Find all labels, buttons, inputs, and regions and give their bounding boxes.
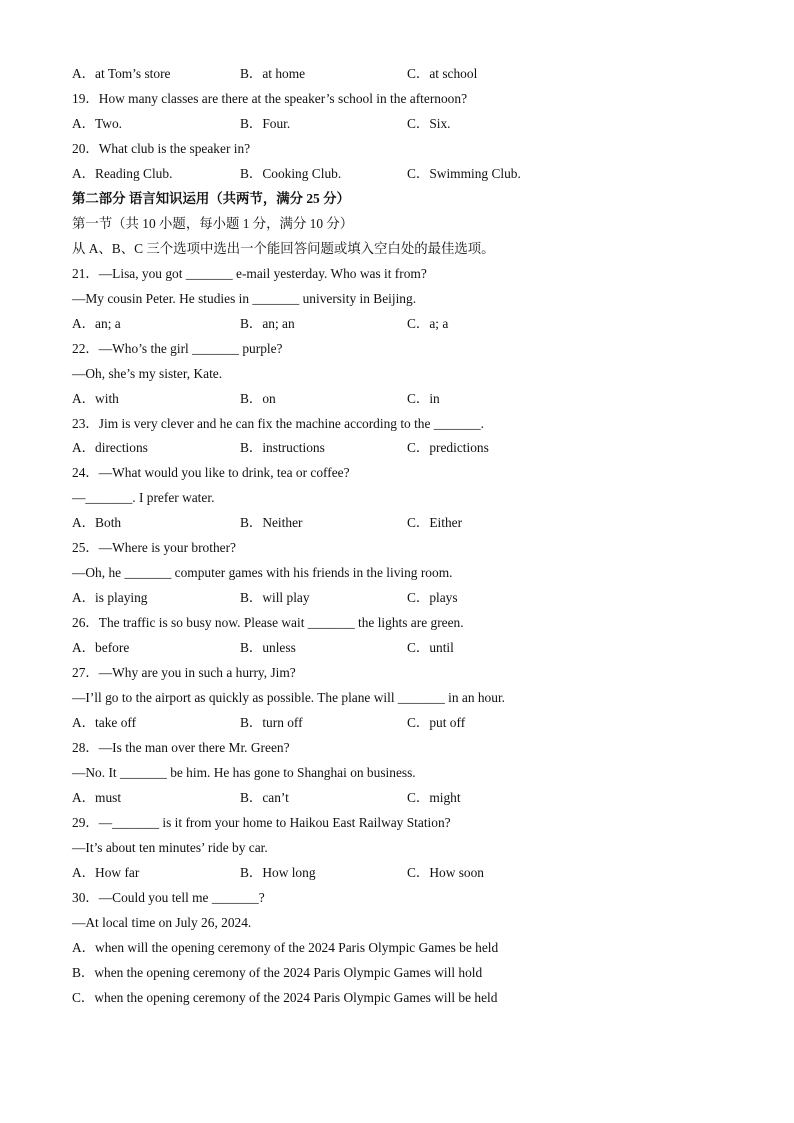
option-a: A．is playing <box>72 590 148 605</box>
option-a: A．with <box>72 391 119 406</box>
option-a: A．must <box>72 790 122 805</box>
option-a: A．Reading Club. <box>72 166 173 181</box>
option-c: C．How soon <box>407 865 485 880</box>
q21-options <box>72 311 772 336</box>
q28-dialogue-reply: —No. It _______ be him. He has gone to Shanghai on business. <box>72 765 416 780</box>
option-b: B．How long <box>240 865 316 880</box>
q24-stem: 24．—What would you like to drink, tea or coffee? <box>72 465 350 480</box>
q22-stem: 22．—Who’s the girl _______ purple? <box>72 341 283 356</box>
q20-options <box>72 161 772 186</box>
option-a: A．Two. <box>72 116 123 131</box>
q29-options <box>72 860 772 885</box>
option-b: B．unless <box>240 640 296 655</box>
q26-stem: 26．The traffic is so busy now. Please wait _______ the lights are green. <box>72 615 464 630</box>
q19-stem: 19．How many classes are there at the speaker’s school in the afternoon? <box>72 91 468 106</box>
option-c: C．in <box>407 391 440 406</box>
q27-stem: 27．—Why are you in such a hurry, Jim? <box>72 665 296 680</box>
q29-stem: 29．—_______ is it from your home to Haikou East Railway Station? <box>72 815 451 830</box>
option-a: A．Both <box>72 515 122 530</box>
option-c: C．put off <box>407 715 466 730</box>
option-b: B．turn off <box>240 715 303 730</box>
q30-option-a: A．when will the opening ceremony of the 2024 Paris Olympic Games be held <box>72 940 499 955</box>
option-c: C．a; a <box>407 316 449 331</box>
option-b: B．Cooking Club. <box>240 166 342 181</box>
option-c: C．at school <box>407 66 478 81</box>
option-b: B．Four. <box>240 116 291 131</box>
q22-dialogue-reply: —Oh, she’s my sister, Kate. <box>72 366 223 381</box>
q27-options <box>72 710 772 735</box>
q19-options <box>72 111 772 136</box>
q24-options <box>72 510 772 535</box>
option-b: B．instructions <box>240 440 325 455</box>
option-b: B．at home <box>240 66 306 81</box>
option-a: A．before <box>72 640 130 655</box>
option-a: A．take off <box>72 715 137 730</box>
q25-dialogue-reply: —Oh, he _______ computer games with his friends in the living room. <box>72 565 453 580</box>
option-c: C．Six. <box>407 116 451 131</box>
q30-option-c: C．when the opening ceremony of the 2024 Paris Olympic Games will be held <box>72 990 498 1005</box>
option-c: C．Swimming Club. <box>407 166 521 181</box>
q20-stem: 20．What club is the speaker in? <box>72 141 251 156</box>
q23-options <box>72 435 772 460</box>
option-b: B．will play <box>240 590 310 605</box>
q30-stem: 30．—Could you tell me _______? <box>72 890 265 905</box>
option-b: B．Neither <box>240 515 303 530</box>
option-c: C．might <box>407 790 461 805</box>
option-a: A．directions <box>72 440 148 455</box>
q26-options <box>72 635 772 660</box>
option-b: B．can’t <box>240 790 289 805</box>
q18-options <box>72 61 772 86</box>
section1-heading: 第一节（共 10 小题，每小题 1 分，满分 10 分） <box>72 216 354 231</box>
option-c: C．Either <box>407 515 463 530</box>
q29-dialogue-reply: —It’s about ten minutes’ ride by car. <box>72 840 268 855</box>
q30-option-b: B．when the opening ceremony of the 2024 Paris Olympic Games will hold <box>72 965 483 980</box>
q28-options <box>72 785 772 810</box>
option-a: A．at Tom’s store <box>72 66 171 81</box>
option-b: B．on <box>240 391 276 406</box>
q21-dialogue-reply: —My cousin Peter. He studies in _______ university in Beijing. <box>72 291 417 306</box>
option-b: B．an; an <box>240 316 295 331</box>
q27-dialogue-reply: —I’ll go to the airport as quickly as possible. The plane will _______ in an hour. <box>72 690 506 705</box>
q24-dialogue-reply: —_______. I prefer water. <box>72 490 215 505</box>
option-c: C．plays <box>407 590 458 605</box>
option-c: C．until <box>407 640 454 655</box>
option-a: A．How far <box>72 865 140 880</box>
q23-stem: 23．Jim is very clever and he can fix the machine according to the _______. <box>72 416 485 431</box>
q21-stem: 21．—Lisa, you got _______ e-mail yesterday. Who was it from? <box>72 266 427 281</box>
option-c: C．predictions <box>407 440 489 455</box>
option-a: A．an; a <box>72 316 121 331</box>
q22-options <box>72 386 772 411</box>
q30-dialogue-reply: —At local time on July 26, 2024. <box>72 915 252 930</box>
q28-stem: 28．—Is the man over there Mr. Green? <box>72 740 290 755</box>
part2-title: 第二部分 语言知识运用（共两节，满分 25 分） <box>72 191 350 206</box>
section1-instruction: 从 A、B、C 三个选项中选出一个能回答问题或填入空白处的最佳选项。 <box>72 241 495 256</box>
q25-options <box>72 585 772 610</box>
q25-stem: 25．—Where is your brother? <box>72 540 236 555</box>
